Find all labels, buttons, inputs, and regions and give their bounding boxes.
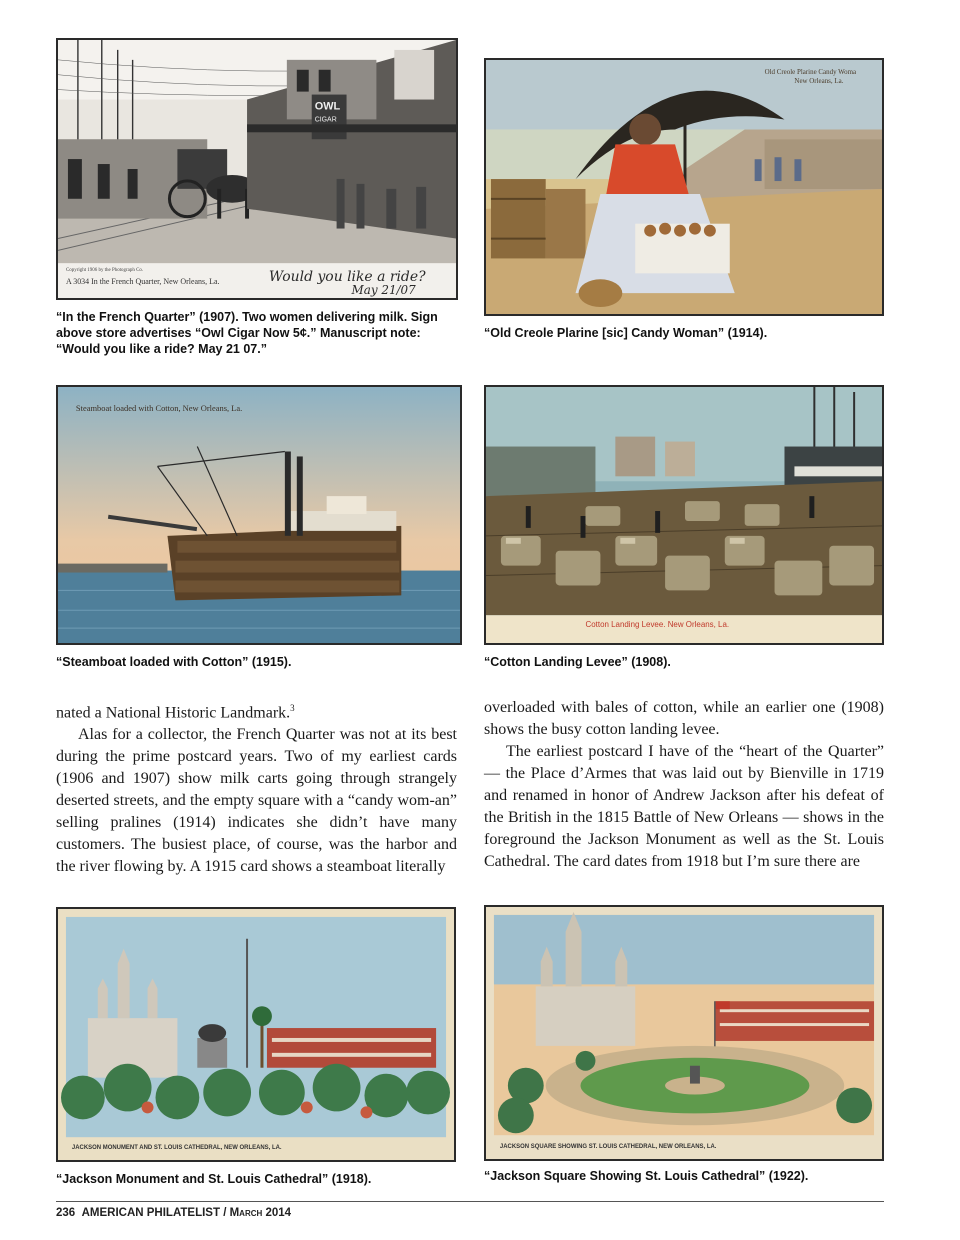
caption-cotton-levee: “Cotton Landing Levee” (1908).	[484, 655, 671, 669]
caption-jackson-monument: “Jackson Monument and St. Louis Cathedral” (1918).	[56, 1172, 372, 1186]
sign-owl: OWL	[314, 100, 341, 113]
copyright-line: Copyright 1906 by the Photograph Co.	[65, 268, 144, 274]
sign-cigar: CIGAR	[314, 116, 337, 124]
footer-separator: /	[220, 1207, 230, 1219]
printed-title: A 3034 In the French Quarter, New Orleans, La.	[65, 277, 220, 287]
right-paragraph-2: The earliest postcard I have of the “heart of the Quarter” — the Place d’Armes that was laid out by Bienville in 1719 and renamed in honor of Andrew Jackson after his defeat of the British in the 1815 Battle of New Orleans — shows in the foreground the Jackson Monument as well as the St. Louis Cathedral. The card dates from 1918 but I’m sure there are	[484, 743, 884, 870]
caption-jackson-square: “Jackson Square Showing St. Louis Cathedral” (1922).	[484, 1169, 809, 1183]
issue-date: March 2014	[229, 1207, 292, 1219]
body-column-left	[56, 697, 457, 878]
printed-title-line2: New Orleans, La.	[794, 76, 844, 85]
footnote-mark: 3	[290, 703, 295, 713]
postcard-steamboat	[56, 385, 462, 645]
page-number: 236	[56, 1207, 76, 1219]
postcard-french-quarter	[56, 38, 458, 300]
page-footer	[56, 1207, 291, 1219]
caption-candy-woman: “Old Creole Plarine [sic] Candy Woman” (1914).	[484, 326, 768, 340]
body-column-right	[484, 697, 884, 873]
footer-rule	[56, 1201, 884, 1202]
postcard-jackson-square	[484, 905, 884, 1161]
postcard-jackson-monument	[56, 907, 456, 1162]
printed-title: Cotton Landing Levee. New Orleans, La.	[585, 620, 730, 630]
caption-steamboat: “Steamboat loaded with Cotton” (1915).	[56, 655, 292, 669]
handwritten-note: Would you like a ride?	[268, 269, 426, 286]
right-paragraph-1: overloaded with bales of cotton, while an earlier one (1908) shows the busy cotton landing levee.	[484, 699, 884, 738]
magazine-name: AMERICAN PHILATELIST	[81, 1207, 220, 1219]
printed-title: Steamboat loaded with Cotton, New Orleans, La.	[75, 402, 243, 413]
handwritten-date: May 21/07	[351, 283, 416, 298]
left-paragraph-2: Alas for a collector, the French Quarter was not at its best during the prime postcard years. Two of my earliest cards (1906 and 1907) show milk carts going through strangely deserted streets, and the empty square with a “candy wom-an” selling pralines (1914) indicates she didn’t have many customers. The busiest place, of course, was the harbor and the river flowing by. A 1915 card shows a steamboat literally	[56, 726, 457, 876]
caption-french-quarter: “In the French Quarter” (1907). Two women delivering milk. Sign above store advertises “Owl Cigar Now 5¢.” Manuscript note: “Would you like a ride? May 21 07.”	[56, 310, 438, 356]
postcard-cotton-levee	[484, 385, 884, 645]
postcard-candy-woman	[484, 58, 884, 316]
printed-title-line1: Old Creole Plarine Candy Woma	[764, 67, 857, 76]
printed-title: JACKSON MONUMENT AND ST. LOUIS CATHEDRAL, NEW ORLEANS, LA.	[71, 1145, 282, 1152]
printed-title: JACKSON SQUARE SHOWING ST. LOUIS CATHEDRAL, NEW ORLEANS, LA.	[499, 1144, 717, 1151]
left-paragraph-1: nated a National Historic Landmark.	[56, 704, 291, 722]
